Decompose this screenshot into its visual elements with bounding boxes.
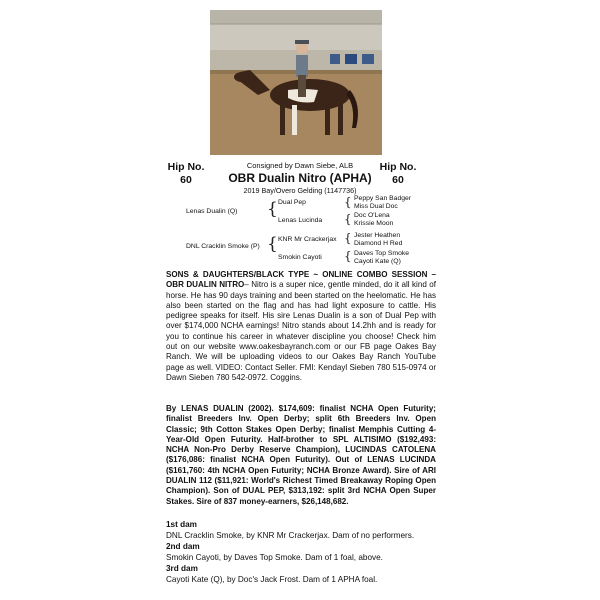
dam-text: Smokin Cayoti, by Daves Top Smoke. Dam of 1 foal, above. <box>166 553 383 562</box>
dam-text: DNL Cracklin Smoke, by KNR Mr Crackerjax. Dam of no performers. <box>166 531 415 540</box>
dam-dam: Smokin Cayoti <box>278 254 322 261</box>
by-label: By <box>166 404 177 413</box>
description-body: – Nitro is a super nice, gentle minded, do it all kind of horse. He has 90 days training and been started on the heelomatic. He has also been started on the flag and has had light exposure to cattle. His pedigree speaks for itself. His sire Lenas Dualin is a son of Dual Pep with over $174,000 NCHA earnings! Nitro stands about 14.2hh and is ready for you to continue his career in whatever discipline you choose! Check him out on our website www.oakesbayranch.com or our FB page Oakes Bay Ranch. We will be uploading videos to our Oakes Bay Ranch YouTube page as well. VIDEO: Contact Seller. FMI: Kendayl Sieben 780 515-0974 or Dawn Sieben 780 542-0972. Coggins. <box>166 280 436 382</box>
hip-value: 60 <box>180 174 192 186</box>
horse-name: OBR Dualin Nitro (APHA) <box>228 171 372 185</box>
ds-sire: Jester Heathen <box>354 232 401 239</box>
sire-sire: Dual Pep <box>278 199 306 206</box>
sd-sire: Doc O'Lena <box>354 212 390 219</box>
sire-summary-text: LENAS DUALIN (2002). $174,609: finalist NCHA Open Futurity; finalist Breeders Inv. Open Derby; split 6th Breeders Inv. Open Classic; 9th Cotton Stakes Open Derby; finalist Memphis Cutting 4-Year-Old Open Futurity. Half-brother to SPL ALTISIMO ($192,493: NCHA Non-Pro Derby Reserve Champion), LUCINDAS CATOLENA ($176,086: finalist NCHA Open Futurity). Out of LENAS LUCINDA ($161,760: 4th NCHA Open Futurity; NCHA Bronze Award). Sire of ARI DUALIN 112 ($11,921: World's Richest Timed Breakaway Roping Open Champion). Son of DUAL PEP, $313,192: split 3rd NCHA Open Super Stakes. Sire of 837 money-earners, $26,148,682. <box>166 404 436 506</box>
brace: { <box>344 195 352 209</box>
horse-and-rider-photo-icon <box>210 10 382 155</box>
dam: DNL Cracklin Smoke (P) <box>186 243 260 250</box>
sire: Lenas Dualin (Q) <box>186 208 238 215</box>
ss-dam: Miss Dual Doc <box>354 203 398 210</box>
hip-label: Hip No. <box>167 161 205 173</box>
dam-heading: 1st dam <box>166 520 197 529</box>
dam-heading: 2nd dam <box>166 542 200 551</box>
brace: { <box>344 249 352 263</box>
sale-description <box>166 270 436 383</box>
brace: { <box>267 234 278 254</box>
dam-text: Cayoti Kate (Q), by Doc's Jack Frost. Dam of 1 APHA foal. <box>166 575 378 584</box>
dd-dam: Cayoti Kate (Q) <box>354 258 401 265</box>
dam-heading: 3rd dam <box>166 564 198 573</box>
brace: { <box>267 199 278 219</box>
description-heading: SONS & DAUGHTERS/BLACK TYPE ~ ONLINE COMBO SESSION – OBR DUALIN NITRO <box>166 270 436 290</box>
dam-sire: KNR Mr Crackerjax <box>278 236 337 243</box>
sire-summary <box>166 404 436 507</box>
ss-sire: Peppy San Badger <box>354 195 412 202</box>
brace: { <box>344 212 352 226</box>
hip-label: Hip No. <box>379 161 417 173</box>
dd-sire: Daves Top Smoke <box>354 250 410 257</box>
ds-dam: Diamond H Red <box>354 240 403 247</box>
brace: { <box>344 231 352 245</box>
horse-photo <box>210 10 382 155</box>
sire-dam: Lenas Lucinda <box>278 217 323 224</box>
hip-value: 60 <box>392 174 404 186</box>
sd-dam: Krissie Moon <box>354 220 394 227</box>
consignor: Consigned by Dawn Siebe, ALB <box>246 161 354 170</box>
horse-description: 2019 Bay/Overo Gelding (1147736) <box>243 186 357 195</box>
